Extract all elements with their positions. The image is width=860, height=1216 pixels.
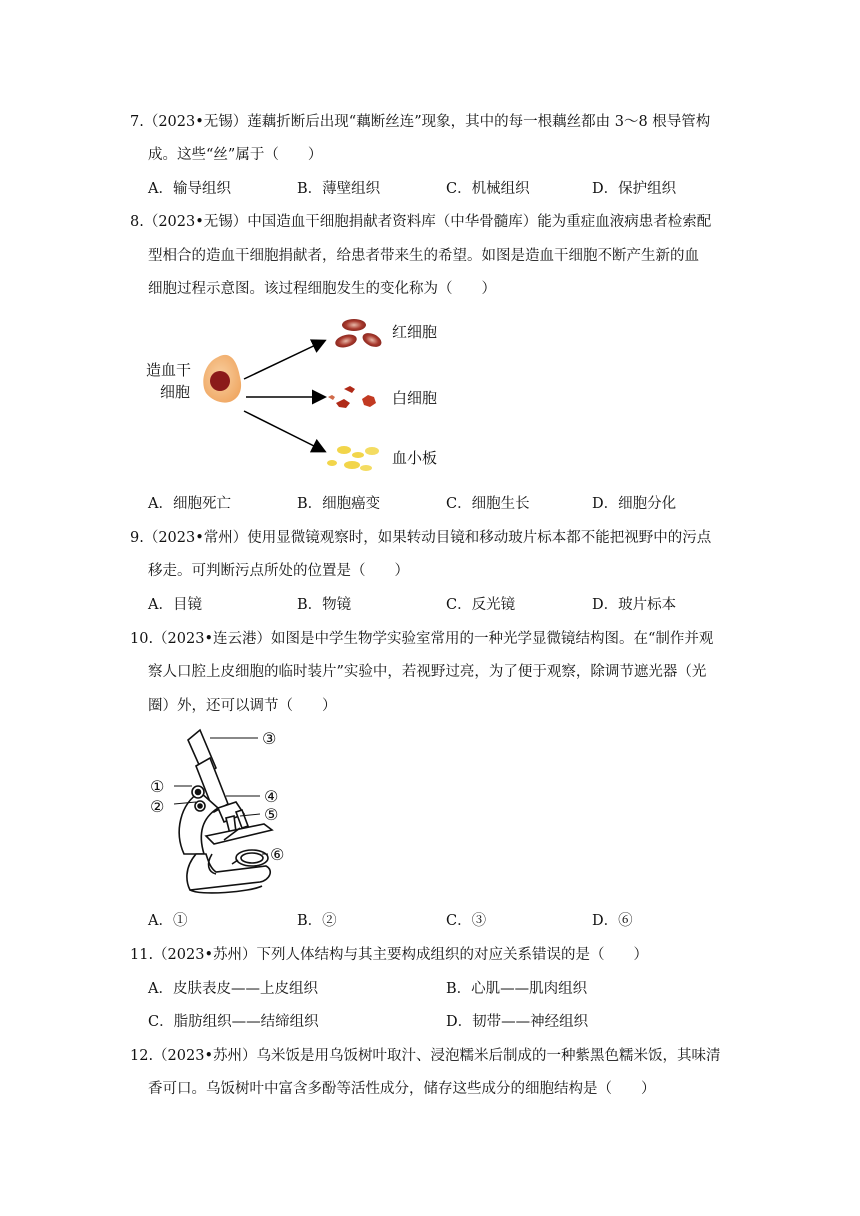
q11-stem-line1: 11.（2023•苏州）下列人体结构与其主要构成组织的对应关系错误的是（ ） (130, 947, 649, 963)
blood-cell-differentiation-figure (140, 305, 460, 485)
q9-option-d: D．玻片标本 (592, 597, 677, 613)
q8-stem-line1: 8.（2023•无锡）中国造血干细胞捐献者资料库（中华骨髓库）能为重症血液病患者检索配 (130, 214, 712, 230)
arrow-to-platelets (244, 411, 324, 451)
q7-option-b: B．薄壁组织 (297, 181, 381, 197)
q9-option-b: B．物镜 (297, 597, 352, 613)
microscope-label-6: ⑥ (270, 845, 285, 864)
q11-option-b: B．心肌——肌肉组织 (446, 981, 588, 997)
q8-stem-line2: 型相合的造血干细胞捐献者，给患者带来生的希望。如图是造血干细胞不断产生新的血 (148, 248, 699, 264)
platelet (352, 452, 364, 458)
stem-cell-nucleus (210, 371, 230, 391)
platelet (360, 465, 372, 471)
platelet (337, 446, 351, 454)
q10-option-a: A．① (148, 913, 188, 929)
platelet (327, 460, 337, 466)
q9-option-c: C．反光镜 (446, 597, 516, 613)
stem-cell-label-line2: 细胞 (160, 383, 191, 401)
q7-stem-line2: 成。这些“丝”属于（ ） (148, 147, 323, 163)
q10-stem-line1: 10.（2023•连云港）如图是中学生物学实验室常用的一种光学显微镜结构图。在“制作并观 (130, 631, 714, 647)
microscope-label-3: ③ (262, 729, 277, 748)
microscope-label-1: ① (150, 777, 165, 796)
q12-stem-line2: 香可口。乌饭树叶中富含多酚等活性成分，储存这些成分的细胞结构是（ ） (148, 1081, 656, 1097)
platelet (344, 461, 360, 469)
q7-option-a: A．输导组织 (148, 181, 231, 197)
platelet (365, 447, 379, 455)
q8-option-a: A．细胞死亡 (148, 496, 231, 512)
arrow-to-red-cells (244, 341, 324, 379)
q11-option-d: D．韧带——神经组织 (446, 1014, 589, 1030)
white-cell (344, 386, 355, 393)
q8-option-b: B．细胞癌变 (297, 496, 381, 512)
q10-option-d: D．⑥ (592, 913, 633, 929)
platelet-label: 血小板 (392, 449, 438, 467)
red-cell (360, 330, 383, 349)
red-cell (342, 319, 366, 331)
q8-option-d: D．细胞分化 (592, 496, 677, 512)
red-cell-label: 红细胞 (392, 323, 438, 341)
red-cell (334, 332, 358, 349)
microscope-label-2: ② (150, 797, 165, 816)
q9-option-a: A．目镜 (148, 597, 202, 613)
microscope-label-4: ④ (264, 787, 279, 806)
q10-option-c: C．③ (446, 913, 487, 929)
q12-stem-line1: 12.（2023•苏州）乌米饭是用乌饭树叶取汁、浸泡糯米后制成的一种紫黑色糯米饭，其味清 (130, 1048, 721, 1064)
q10-stem-line3: 圈）外，还可以调节（ ） (148, 698, 337, 714)
stem-cell-label-line1: 造血干 (146, 361, 192, 379)
white-cell-label: 白细胞 (392, 389, 438, 407)
white-cell (362, 395, 376, 407)
q7-option-c: C．机械组织 (446, 181, 530, 197)
q8-stem-line3: 细胞过程示意图。该过程细胞发生的变化称为（ ） (148, 281, 496, 297)
q11-option-a: A．皮肤表皮——上皮组织 (148, 981, 318, 997)
q7-stem-line1: 7.（2023•无锡）莲藕折断后出现“藕断丝连”现象，其中的每一根藕丝都由 3～8 根导管构 (130, 114, 711, 130)
q7-option-d: D．保护组织 (592, 181, 677, 197)
microscope-figure (140, 722, 300, 902)
q10-stem-line2: 察人口腔上皮细胞的临时装片”实验中，若视野过亮，为了便于观察，除调节遮光器（光 (148, 664, 707, 680)
q10-option-b: B．② (297, 913, 337, 929)
white-cell (328, 395, 335, 400)
microscope-label-5: ⑤ (264, 805, 279, 824)
white-cell (336, 399, 350, 408)
q11-option-c: C．脂肪组织——结缔组织 (148, 1014, 319, 1030)
q9-stem-line1: 9.（2023•常州）使用显微镜观察时，如果转动目镜和移动玻片标本都不能把视野中的污点 (130, 530, 712, 546)
q9-stem-line2: 移走。可判断污点所处的位置是（ ） (148, 563, 409, 579)
q8-option-c: C．细胞生长 (446, 496, 530, 512)
